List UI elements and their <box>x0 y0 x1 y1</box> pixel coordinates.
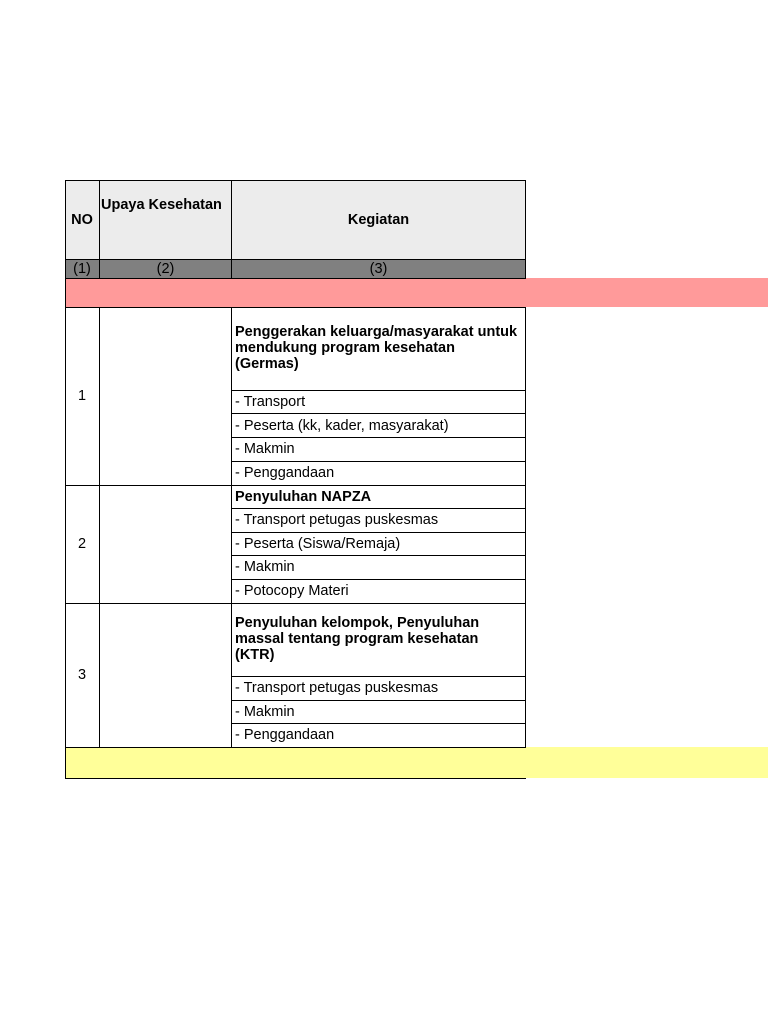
grid-line <box>232 461 526 462</box>
colnum-1: (1) <box>73 260 91 277</box>
section-band-pink <box>65 278 768 307</box>
grid-line <box>231 180 232 279</box>
grid-line <box>65 278 526 279</box>
grid-line <box>232 532 526 533</box>
grid-line <box>231 307 232 748</box>
total-band-yellow <box>65 747 768 778</box>
grid-line <box>232 437 526 438</box>
grid-line <box>65 603 526 604</box>
activity-item: - Penggandaan <box>235 727 335 743</box>
grid-line <box>65 307 526 308</box>
activity-item: - Transport petugas puskesmas <box>235 680 439 696</box>
row-number: 2 <box>77 536 87 552</box>
grid-line <box>65 180 526 181</box>
grid-line <box>65 747 526 748</box>
header-no: NO <box>71 212 93 228</box>
activity-title: Penggerakan keluarga/masyarakat untuk mendukung program kesehatan (Germas) <box>235 324 518 372</box>
colnum-3: (3) <box>369 260 388 277</box>
activity-title: Penyuluhan kelompok, Penyuluhan massal tentang program kesehatan (KTR) <box>235 615 480 663</box>
activity-item: - Makmin <box>235 559 295 575</box>
grid-line <box>232 508 526 509</box>
activity-item: - Penggandaan <box>235 465 335 481</box>
grid-line <box>232 723 526 724</box>
grid-line <box>525 180 526 279</box>
grid-line <box>525 307 526 748</box>
row-number: 3 <box>77 667 87 683</box>
grid-line <box>232 700 526 701</box>
grid-line <box>232 555 526 556</box>
activity-item: - Makmin <box>235 441 295 457</box>
grid-line <box>232 413 526 414</box>
activity-item: - Transport <box>235 394 306 410</box>
grid-line <box>99 307 100 748</box>
activity-item: - Potocopy Materi <box>235 583 349 599</box>
colnum-2: (2) <box>156 260 175 277</box>
activity-item: - Transport petugas puskesmas <box>235 512 439 528</box>
grid-line <box>65 259 526 260</box>
header-kegiatan: Kegiatan <box>347 212 410 228</box>
activity-item: - Makmin <box>235 704 295 720</box>
row-number: 1 <box>77 388 87 404</box>
grid-line <box>99 180 100 279</box>
grid-line <box>65 485 526 486</box>
grid-line <box>232 579 526 580</box>
header-upaya-kesehatan: Upaya Kesehatan <box>101 197 222 213</box>
grid-line <box>232 390 526 391</box>
activity-item: - Peserta (Siswa/Remaja) <box>235 536 401 552</box>
grid-line <box>65 778 526 779</box>
activity-title: Penyuluhan NAPZA <box>235 488 372 505</box>
grid-line <box>65 180 66 779</box>
grid-line <box>232 676 526 677</box>
activity-item: - Peserta (kk, kader, masyarakat) <box>235 418 449 434</box>
